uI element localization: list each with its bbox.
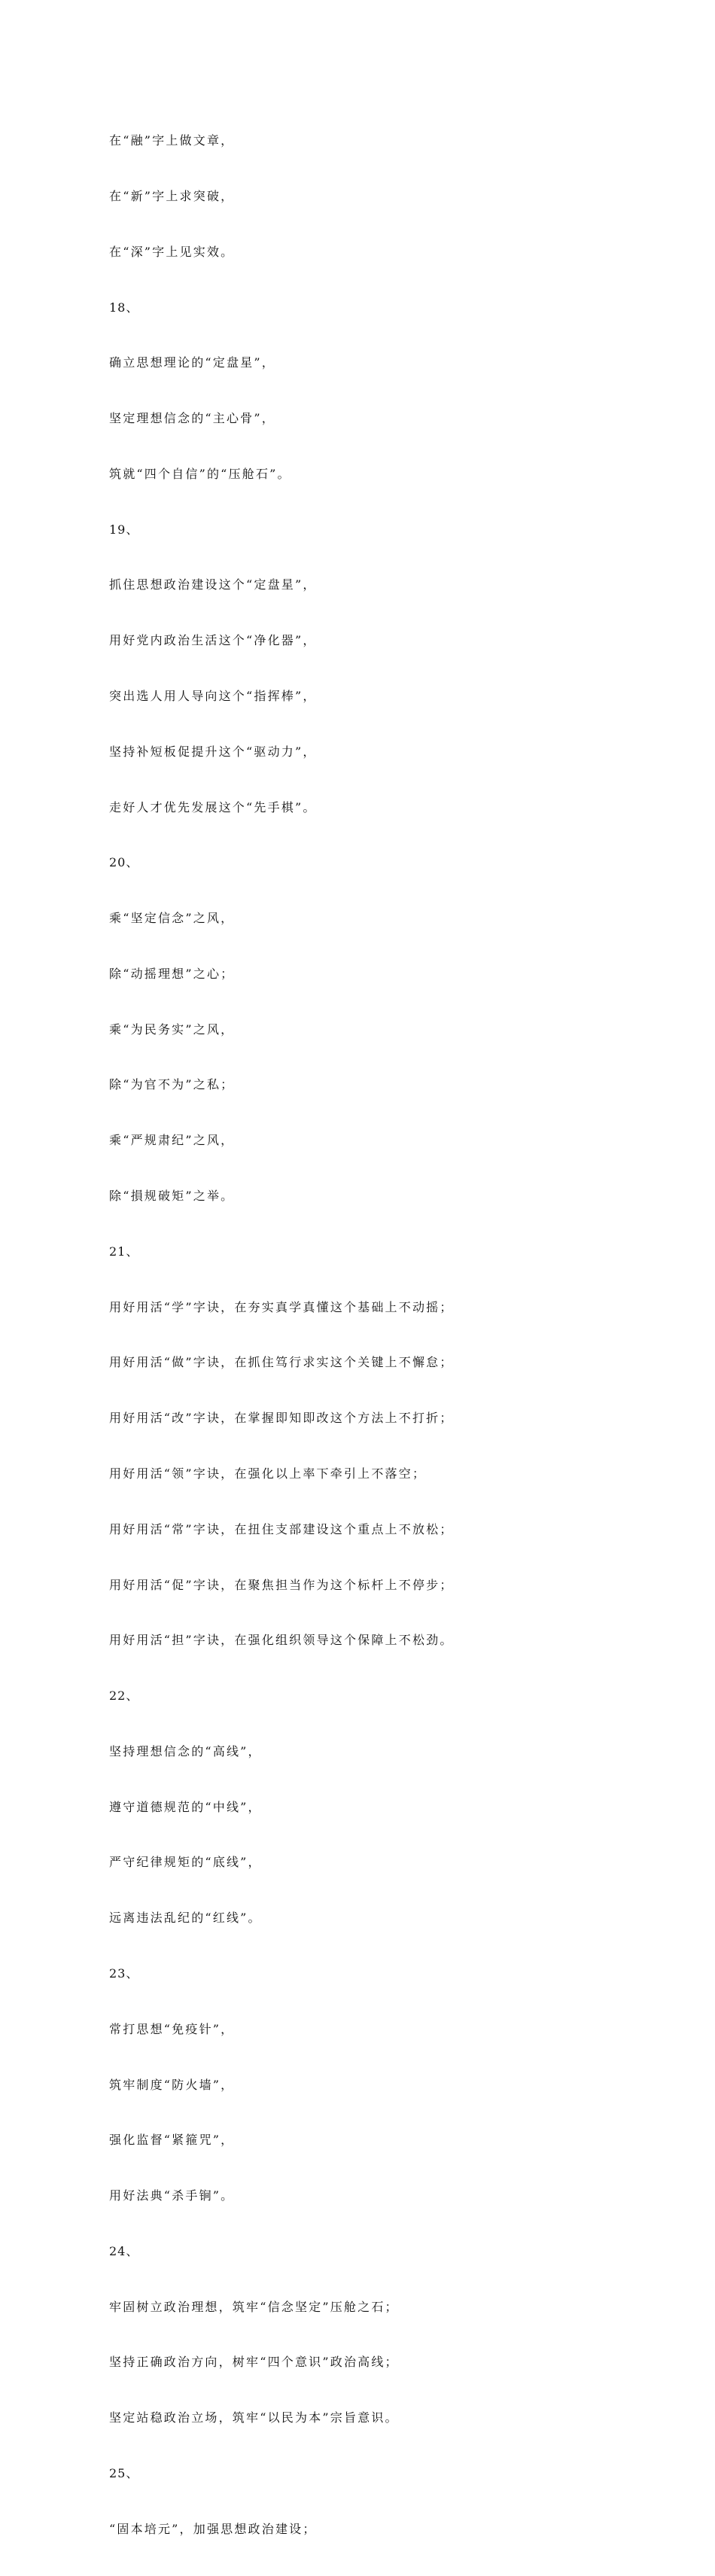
text-line: 在“深”字上见实效。	[109, 244, 235, 259]
text-line: 远离违法乱纪的“红线”。	[109, 1911, 262, 1926]
text-line: “固本培元”，加强思想政治建设；	[109, 2521, 317, 2536]
item-number: 25、	[109, 2466, 139, 2480]
text-line: 坚定站稳政治立场，筑牢“以民为本”宗旨意识。	[109, 2410, 399, 2425]
text-line: 确立思想理论的“定盘星”，	[109, 355, 275, 370]
text-line: 坚持补短板促提升这个“驱动力”，	[109, 744, 317, 759]
text-line: 筑就“四个自信”的“压舱石”。	[109, 466, 291, 481]
item-number: 24、	[109, 2243, 139, 2258]
text-line: 用好用活“领”字诀，在强化以上率下牵引上不落空；	[109, 1466, 427, 1481]
item-number: 18、	[109, 300, 139, 315]
text-line: 除“为官不为”之私；	[109, 1077, 235, 1092]
text-line: 筑牢制度“防火墙”，	[109, 2077, 235, 2092]
text-line: 牢固树立政治理想，筑牢“信念坚定”压舱之石；	[109, 2299, 399, 2314]
document-body	[109, 95, 681, 2576]
text-line: 用好用活“促”字诀，在聚焦担当作为这个标杆上不停步；	[109, 1577, 454, 1592]
text-line: 乘“严规肃纪”之风，	[109, 1133, 235, 1148]
text-line: 除“損规破矩”之举。	[109, 1189, 235, 1204]
text-line: 坚定理想信念的“主心骨”，	[109, 411, 275, 426]
text-line: 在“融”字上做文章，	[109, 133, 235, 148]
text-line: 在“新”字上求突破，	[109, 188, 235, 203]
text-line: 遵守道德规范的“中线”，	[109, 1799, 262, 1814]
text-line: 乘“坚定信念”之风，	[109, 911, 235, 926]
item-number: 22、	[109, 1688, 139, 1704]
text-line: 用好用活“改”字诀，在掌握即知即改这个方法上不打折；	[109, 1411, 454, 1426]
text-line: 用好用活“担”字诀，在强化组织领导这个保障上不松劲。	[109, 1633, 454, 1648]
text-line: 抓住思想政治建设这个“定盘星”，	[109, 577, 317, 592]
text-line: 严守纪律规矩的“底线”，	[109, 1855, 262, 1870]
item-number: 23、	[109, 1965, 139, 1981]
text-line: 强化监督“紧箍咒”，	[109, 2133, 235, 2148]
text-line: 突出选人用人导向这个“指挥棒”，	[109, 689, 317, 703]
item-number: 20、	[109, 855, 139, 870]
item-number: 21、	[109, 1244, 139, 1259]
text-line: 用好用活“常”字诀，在扭住支部建设这个重点上不放松；	[109, 1521, 454, 1536]
text-line: 除“动摇理想”之心；	[109, 966, 235, 981]
text-line: 用好用活“做”字诀，在抓住笃行求实这个关键上不懈怠；	[109, 1355, 454, 1370]
text-line: 坚持正确政治方向，树牢“四个意识”政治高线；	[109, 2355, 399, 2370]
text-line: 坚持理想信念的“高线”，	[109, 1743, 262, 1758]
text-line: 用好用活“学”字诀，在夯实真学真懂这个基础上不动摇；	[109, 1299, 454, 1314]
text-line: 常打思想“免疫针”，	[109, 2021, 235, 2036]
text-line: 用好党内政治生活这个“净化器”，	[109, 633, 317, 648]
text-line: 乘“为民务实”之风，	[109, 1022, 235, 1037]
item-number: 19、	[109, 522, 139, 537]
text-line: 走好人才优先发展这个“先手棋”。	[109, 799, 317, 815]
text-line: 用好法典“杀手锏”。	[109, 2188, 235, 2203]
